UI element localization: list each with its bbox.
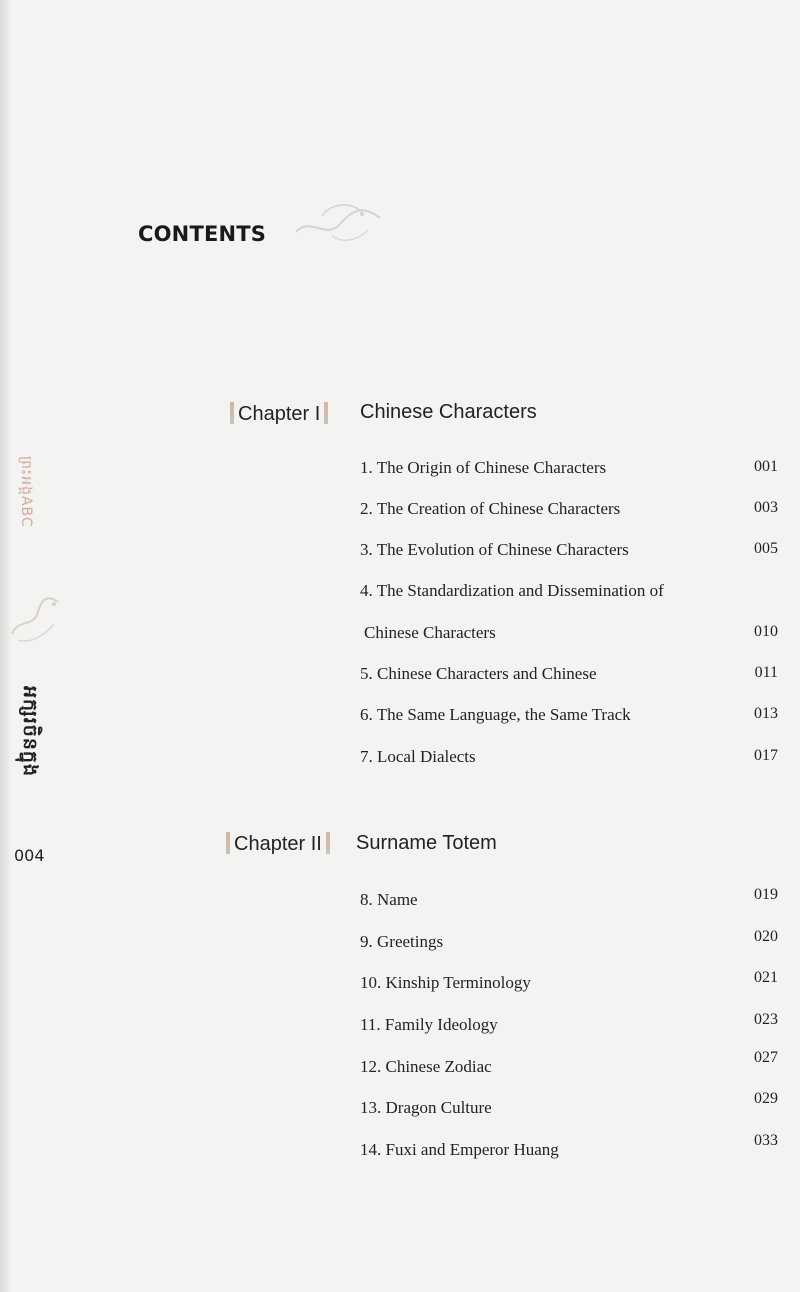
toc-entry-title: 9. Greetings [360,932,444,951]
toc-entry-page: 027 [754,1049,778,1066]
toc-entry-title: 4. The Standardization and Dissemination of [360,581,664,600]
toc-entry-title: 12. Chinese Zodiac [360,1057,492,1076]
toc-entry [360,747,780,771]
toc-entry [360,581,780,605]
toc-entry-title: 8. Name [360,890,418,909]
bracket-right [324,402,328,424]
toc-entry-title: 3. The Evolution of Chinese Characters [360,540,629,559]
bracket-left [230,402,234,424]
dragon-ornament-icon [4,588,64,648]
toc-entry-title: 11. Family Ideology [360,1015,498,1034]
toc-entry-title: 2. The Creation of Chinese Characters [360,499,621,518]
toc-entry [360,1132,780,1164]
toc-entry-title: 14. Fuxi and Emperor Huang [360,1140,559,1159]
chapter-title: Surname Totem [356,832,497,854]
toc-entry-page: 011 [754,664,778,681]
toc-entry-page: 029 [754,1090,778,1107]
toc-entry [360,705,780,729]
toc-entry-page: 010 [754,623,778,640]
toc-entry [360,928,780,956]
toc-entry-page: 005 [754,540,778,557]
chapter-label-text: Chapter II [234,833,322,855]
page-number: 004 [14,846,45,865]
toc-entry-title: 5. Chinese Characters and Chinese [360,664,597,683]
toc-entry [360,1011,780,1039]
toc-entry-page: 023 [754,1011,778,1028]
toc-entry [360,1049,780,1081]
chapter-label-text: Chapter I [238,403,321,425]
toc-entry-title: 7. Local Dialects [360,747,476,766]
toc-entry-title: 6. The Same Language, the Same Track [360,705,631,724]
toc-entry-page: 020 [754,928,778,945]
dragon-ornament-icon [292,196,384,248]
toc-entry-page: 003 [754,499,778,516]
toc-entry [360,1090,780,1122]
toc-entry-page: 021 [754,969,778,986]
toc-entry-title: 13. Dragon Culture [360,1098,492,1117]
toc-entry [360,969,780,997]
toc-entry-page: 033 [754,1132,778,1149]
toc-entry-title: 1. The Origin of Chinese Characters [360,458,607,477]
toc-entry [360,499,780,523]
chapter-label [226,402,332,426]
toc-entry [360,540,780,564]
toc-entry-continuation [364,623,780,647]
side-book-title: អក្សរចិនក្នុង [19,686,41,778]
contents-heading: CONTENTS [138,222,267,246]
chapter-title: Chinese Characters [360,401,537,423]
side-running-head: ព្រះអង្គABC [18,456,34,528]
bracket-right [326,832,330,854]
chapter-label [222,832,334,856]
toc-entry [360,664,780,688]
toc-entry-page: 001 [754,458,778,475]
toc-entry-page: 013 [754,705,778,722]
toc-entry-title: Chinese Characters [364,623,496,642]
toc-entry-title: 10. Kinship Terminology [360,973,531,992]
toc-entry-page: 017 [754,747,778,764]
toc-entry [360,886,780,914]
toc-entry [360,458,780,482]
bracket-left [226,832,230,854]
toc-entry-page: 019 [754,886,778,903]
